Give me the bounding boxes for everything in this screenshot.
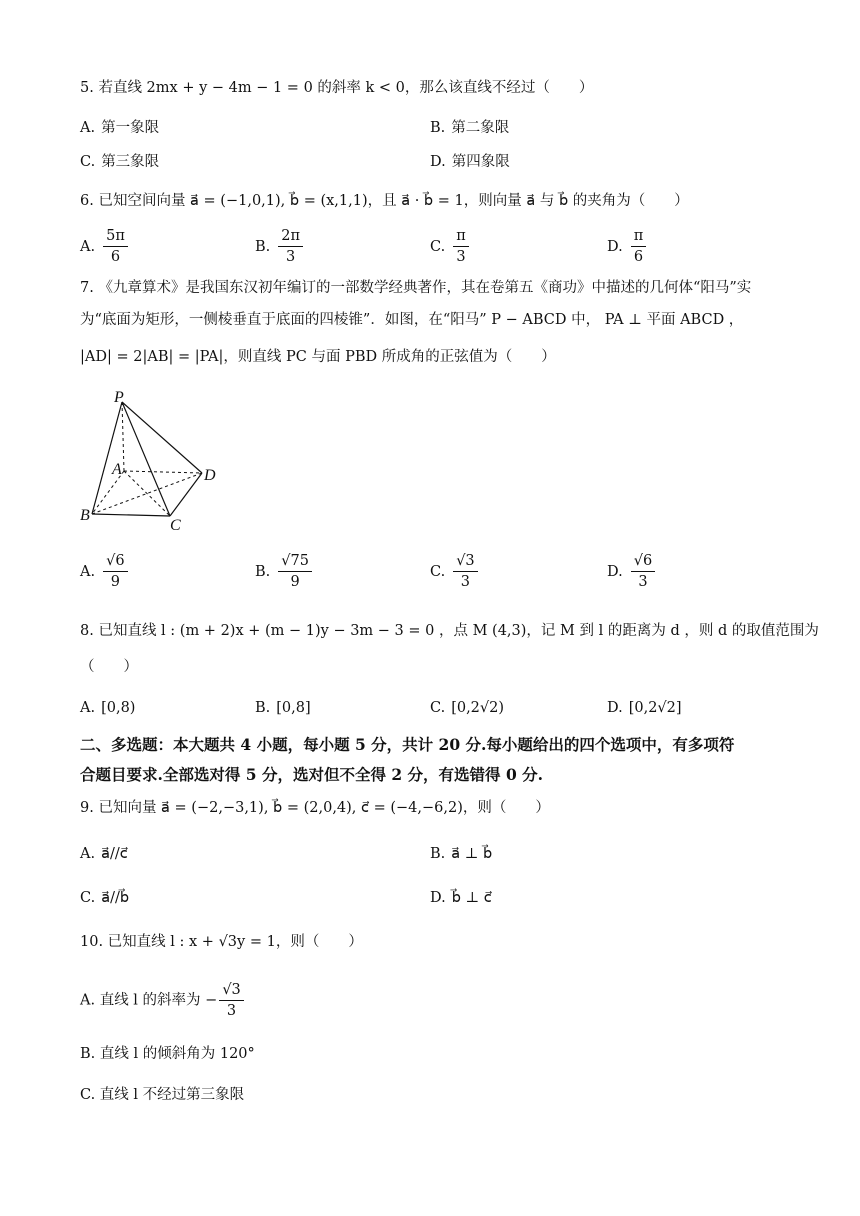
q7-line1: 7. 《九章算术》是我国东汉初年编订的一部数学经典著作，其在卷第五《商功》中描述的几何体“阳马”实 [80,280,752,296]
fraction [278,551,312,592]
q10-option-a[interactable] [80,980,246,1021]
q6-option-c[interactable] [430,226,471,267]
q5-stem: 5. 若直线 2mx + y − 4m − 1 = 0 的斜率 k < 0，那么该直线不经过（ ） [80,80,594,96]
fraction [219,980,243,1021]
numerator: √6 [631,551,655,572]
q9-option-c[interactable] [80,886,129,910]
q7-option-a[interactable] [80,551,130,592]
numerator: √75 [278,551,312,572]
vertex-label-c: C [170,517,181,533]
option-label: C. [430,700,446,716]
edge-pd [122,402,202,473]
option-text: A. 直线 l 的斜率为 − [80,992,218,1009]
q8-option-c[interactable] [430,696,504,720]
q5-option-a[interactable] [80,116,159,140]
denominator: 6 [110,249,121,265]
q6-option-b[interactable] [255,226,305,267]
q7-option-d[interactable] [607,551,657,592]
option-label: D. [607,238,623,255]
pyramid-figure [78,388,228,533]
option-label: D. [607,563,623,580]
option-label: B. [430,846,446,862]
q10-option-c[interactable]: C. 直线 l 不经过第三象限 [80,1087,245,1103]
option-label: A. [80,700,96,716]
option-label: C. [80,890,96,906]
numerator: π [453,226,469,247]
option-label: C. [430,563,446,580]
q7-line3: |AD| = 2|AB| = |PA|，则直线 PC 与面 PBD 所成角的正弦值为（ ） [80,349,556,365]
numerator: 5π [103,226,128,247]
section2-heading-line2: 合题目要求.全部选对得 5 分，选对但不全得 2 分，有选错得 0 分. [80,765,544,784]
numerator: 2π [278,226,303,247]
q5-option-d[interactable] [430,150,510,174]
q5-option-c[interactable] [80,150,159,174]
vertex-label-d: D [204,467,216,484]
q7-option-b[interactable] [255,551,314,592]
vertex-label-p: P [114,389,124,406]
q5-option-b[interactable] [430,116,509,140]
q8-line1: 8. 已知直线 l : (m + 2)x + (m − 1)y − 3m − 3 = 0 ，点 M (4,3)，记 M 到 l 的距离为 d ，则 d 的取值范围为 [80,623,819,639]
numerator: π [631,226,647,247]
fraction [453,551,477,592]
numerator: √6 [103,551,127,572]
option-label: D. [607,700,623,716]
denominator: 9 [110,574,120,590]
option-label: A. [80,563,96,580]
option-label: A. [80,120,96,136]
denominator: 3 [638,574,648,590]
edge-pa-hidden [122,402,124,471]
option-label: B. [255,238,271,255]
q9-option-a[interactable] [80,842,128,866]
edge-cd [170,473,202,516]
numerator: √3 [219,980,243,1001]
option-text: 第一象限 [101,120,160,136]
option-text: [0,8] [276,700,311,716]
option-label: C. [80,154,96,170]
option-label: B. [255,563,271,580]
option-text: a⃗//b⃗ [101,890,130,906]
option-text: 第二象限 [451,120,510,136]
q8-option-b[interactable] [255,696,311,720]
option-text: a⃗//c⃗ [101,846,128,862]
edge-ad-hidden [124,471,202,473]
option-label: D. [430,890,446,906]
numerator: √3 [453,551,477,572]
denominator: 6 [633,249,644,265]
vertex-label-b: B [80,507,90,524]
denominator: 9 [290,574,300,590]
option-text: a⃗ ⊥ b⃗ [451,846,493,862]
q10-stem: 10. 已知直线 l : x + √3y = 1，则（ ） [80,934,363,950]
q6-stem: 6. 已知空间向量 a⃗ = (−1,0,1), b⃗ = (x,1,1)，且 a⃗ · b⃗ = 1，则向量 a⃗ 与 b⃗ 的夹角为（ ） [80,193,689,209]
q7-option-c[interactable] [430,551,480,592]
denominator: 3 [226,1003,237,1019]
vertex-label-a: A [112,461,122,478]
q9-option-b[interactable] [430,842,492,866]
option-label: A. [80,238,96,255]
fraction [103,551,127,592]
edge-pc [122,402,170,516]
option-text: [0,8) [101,700,136,716]
fraction [453,226,469,267]
fraction [631,226,647,267]
option-text: b⃗ ⊥ c⃗ [451,890,492,906]
option-text: [0,2√2) [451,700,505,716]
q9-stem: 9. 已知向量 a⃗ = (−2,−3,1), b⃗ = (2,0,4), c⃗ = (−4,−6,2)，则（ ） [80,800,550,816]
fraction [278,226,303,267]
q10-option-b[interactable]: B. 直线 l 的倾斜角为 120° [80,1046,255,1062]
option-text: [0,2√2] [628,700,682,716]
q8-option-d[interactable] [607,696,682,720]
edge-ac-hidden [124,471,170,516]
edge-bc [92,514,170,516]
denominator: 3 [286,249,296,265]
section2-heading-line1: 二、多选题：本大题共 4 小题，每小题 5 分，共计 20 分.每小题给出的四个选项中，有多项符 [80,735,735,754]
option-text: 第四象限 [451,154,510,170]
q7-line2: 为“底面为矩形，一侧棱垂直于底面的四棱锥”．如图，在“阳马” P − ABCD 中， PA ⊥ 平面 ABCD ， [80,312,744,328]
option-text: 第三象限 [101,154,160,170]
option-label: C. [430,238,446,255]
denominator: 3 [460,574,471,590]
q6-option-a[interactable] [80,226,130,267]
q8-option-a[interactable] [80,696,135,720]
q8-line2: （ ） [80,659,138,675]
fraction [103,226,128,267]
q9-option-d[interactable] [430,886,492,910]
edge-pb [92,402,122,514]
fraction [631,551,655,592]
denominator: 3 [456,249,466,265]
option-label: B. [430,120,446,136]
option-label: A. [80,846,96,862]
option-label: B. [255,700,271,716]
q6-option-d[interactable] [607,226,648,267]
option-label: D. [430,154,446,170]
